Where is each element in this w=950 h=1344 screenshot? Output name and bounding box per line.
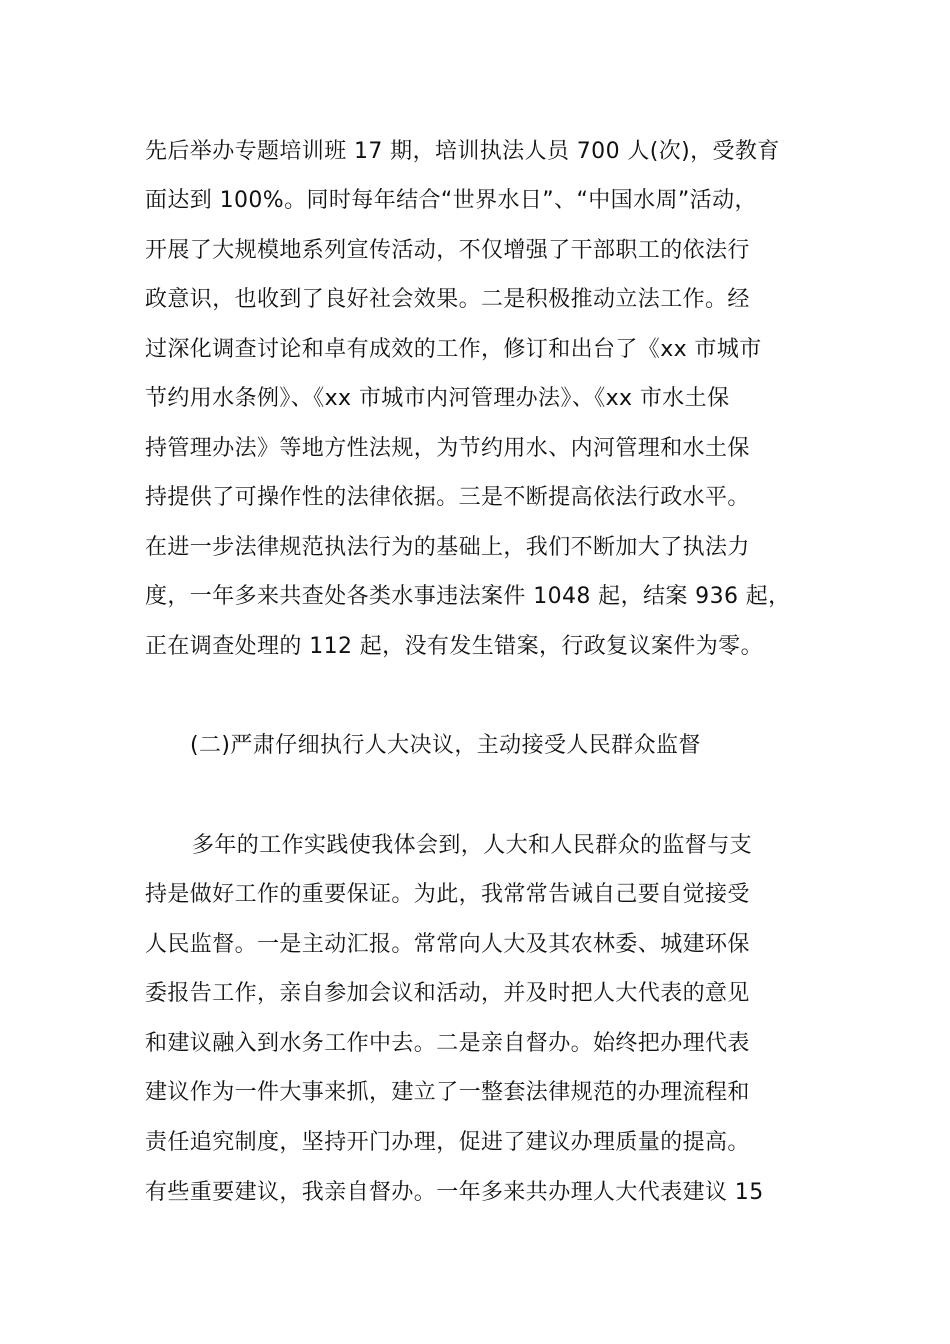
text-line: 政意识，也收到了良好社会效果。二是积极推动立法工作。经 [145,287,750,312]
text-line: 持是做好工作的重要保证。为此，我常常告诫自己要自觉接受 [145,882,750,907]
text-line: 过深化调查讨论和卓有成效的工作，修订和出台了《xx 市城市 [145,337,762,362]
text-line: 责任追究制度，坚持开门办理，促进了建议办理质量的提高。 [145,1130,750,1155]
text-line: 面达到 100%。同时每年结合“世界水日”、“中国水周”活动， [145,188,757,213]
text-line: 建议作为一件大事来抓，建立了一整套法律规范的办理流程和 [145,1080,750,1105]
text-line: 持提供了可操作性的法律依据。三是不断提高依法行政水平。 [145,485,750,510]
text-line: 多年的工作实践使我体会到，人大和人民群众的监督与支 [192,833,753,858]
text-line: 正在调查处理的 112 起，没有发生错案，行政复议案件为零。 [145,634,763,659]
text-line: 节约用水条例》、《xx 市城市内河管理办法》、《xx 市水土保 [145,386,730,411]
text-line: 委报告工作，亲自参加会议和活动，并及时把人大代表的意见 [145,981,750,1006]
text-line: 开展了大规模地系列宣传活动，不仅增强了干部职工的依法行 [145,238,750,263]
text-line: 持管理办法》等地方性法规，为节约用水、内河管理和水土保 [145,436,750,461]
text-line: 在进一步法律规范执法行为的基础上，我们不断加大了执法力 [145,535,750,560]
text-line: 和建议融入到水务工作中去。二是亲自督办。始终把办理代表 [145,1031,750,1056]
text-line: 先后举办专题培训班 17 期，培训执法人员 700 人(次)，受教育 [145,139,780,164]
text-line: 度，一年多来共查处各类水事违法案件 1048 起，结案 936 起， [145,584,791,609]
section-heading: (二)严肃仔细执行人大决议，主动接受人民群众监督 [190,733,701,758]
text-line: 有些重要建议，我亲自督办。一年多来共办理人大代表建议 15 [145,1180,764,1205]
text-line: 人民监督。一是主动汇报。常常向人大及其农林委、城建环保 [145,932,750,957]
